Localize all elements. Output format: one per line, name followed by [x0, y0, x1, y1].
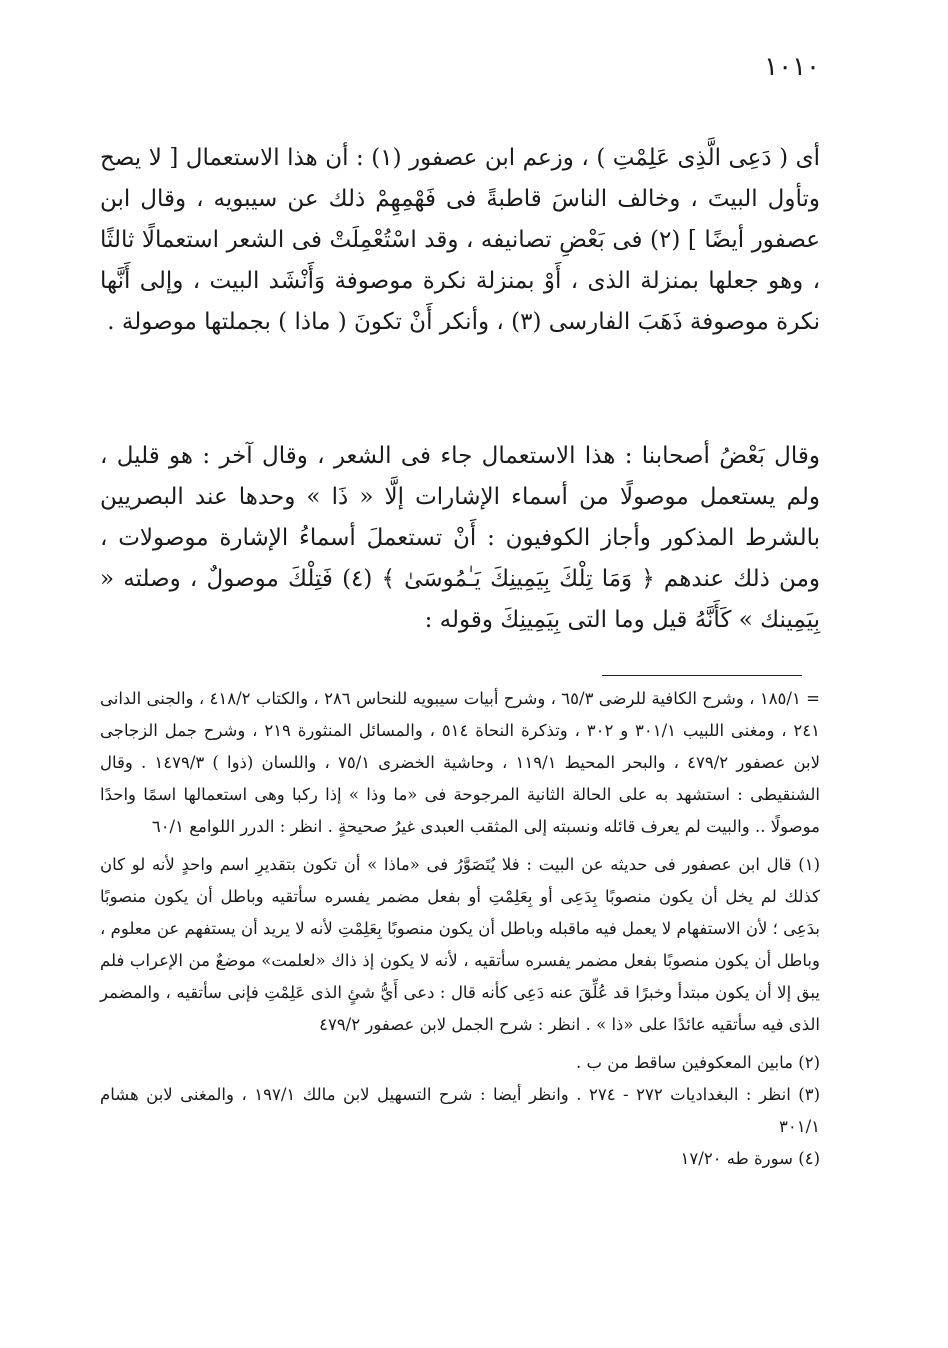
body-paragraph-1	[100, 138, 820, 343]
footnote-separator	[602, 675, 802, 676]
footnotes	[100, 683, 820, 1175]
paragraph-text: أى ( دَعِى الَّذِى عَلِمْتِ ) ، وزعم ابن عصفور (١) : أن هذا الاستعمال [ لا يصح وتأول البيتَ ، وخالف الناسَ قاطبةً فى فَهْمِهِمْ ذلك عن سيبويه ، وقال ابن عصفور أيضًا ] (٢) فى بَعْضِ تصانيفه ، وقد اسْتُعْمِلَتْ فى الشعر استعمالًا ثالثًا ، وهو جعلها بمنزلة الذى ، أَوْ بمنزلة نكرة موصوفة وَأَنْشَد البيت ، وإلى أَنَّها نكرة موصوفة ذَهَبَ الفارسى (٣) ، وأنكر أَنْ تكونَ ( ماذا ) بجملتها موصولة .	[100, 145, 820, 335]
footnote-1: (١) قال ابن عصفور فى حديثه عن البيت : فلا يُتَصَوَّرُ فى «ماذا » أن تكون بتقديرِ اسم واحدٍ لأنه لو كان كذلك لم يخل أن يكون منصوبًا بِدَعِى أو بِعَلِمْتِ أو بفعل مضمر يفسره سأتقيه وباطل أن يكون منصوبًا بدَعِى ؛ لأن الاستفهام لا يعمل فيه ماقبله وباطل أن يكون منصوبًا بِعَلِمْتِ لأنه لا يريد أن يستفهم عن معلوم ، وباطل أن يكون منصوبًا بفعل مضمر يفسره سأتقيه ، لأنه لا يكون إذ ذاك «لعلمت» موضعٌ من الإعراب فلم يبق إلا أن يكون مبتدأ وخبرًا قد عُلِّقَ عنه دَعِى كأنه قال : دعى أَيُّ شئٍ الذى عَلِمْتِ فإنى سأتقيه ، والمضمر الذى فيه سأتقيه عائدًا على «ذا » . انظر : شرح الجمل لابن عصفور ٤٧٩/٢	[100, 855, 820, 1034]
body-paragraph-2	[100, 436, 820, 641]
footnote-3: (٣) انظر : البغداديات ٢٧٢ - ٢٧٤ . وانظر أيضا : شرح التسهيل لابن مالك ١٩٧/١ ، والمغنى لابن هشام ٣٠١/١	[100, 1085, 820, 1136]
footnote-continuation: = ١٨٥/١ ، وشرح الكافية للرضى ٦٥/٣ ، وشرح أبيات سيبويه للنحاس ٢٨٦ ، والكتاب ٤١٨/٢ ، والجنى الدانى ٢٤١ ، ومغنى اللبيب ٣٠١/١ و ٣٠٢ ، وتذكرة النحاة ٥١٤ ، والمسائل المنثورة ٢١٩ ، وشرح جمل الزجاجى لابن عصفور ٤٧٩/٢ ، والبحر المحيط ١١٩/١ ، وحاشية الخضرى ٧٥/١ ، واللسان (ذوا ) ١٤٧٩/٣ . وقال الشنقيطى : استشهد به على الحالة الثانية المرجوحة فى «ما وذا » إذا ركبا وهى استعمالها اسمًا واحدًا موصولًا .. والبيت لم يعرف قائله ونسبته إلى المثقب العبدى غيرُ صحيحةٍ . انظر : الدرر اللوامع ٦٠/١	[100, 689, 821, 836]
footnote-2: (٢) مابين المعكوفين ساقط من ب .	[576, 1053, 820, 1072]
page-number: ١٠١٠	[764, 52, 820, 82]
footnote-4: (٤) سورة طه ١٧/٢٠	[680, 1149, 820, 1168]
paragraph-text: وقال بَعْضُ أصحابنا : هذا الاستعمال جاء فى الشعر ، وقال آخر : هو قليل ، ولم يستعمل موصولًا من أسماء الإشارات إلَّا « ذَا » وحدها عند البصريين بالشرط المذكور وأجاز الكوفيون : أَنْ تستعملَ أسماءُ الإشارة موصولات ، ومن ذلك عندهم ﴿ وَمَا تِلْكَ بِيَمِينِكَ يَـٰمُوسَىٰ ﴾ (٤) فَتِلْكَ موصولٌ ، وصلته « بِيَمِينك » كَأَنَّهُ قيل وما التى بِيَمِينِكَ وقوله :	[100, 443, 820, 633]
